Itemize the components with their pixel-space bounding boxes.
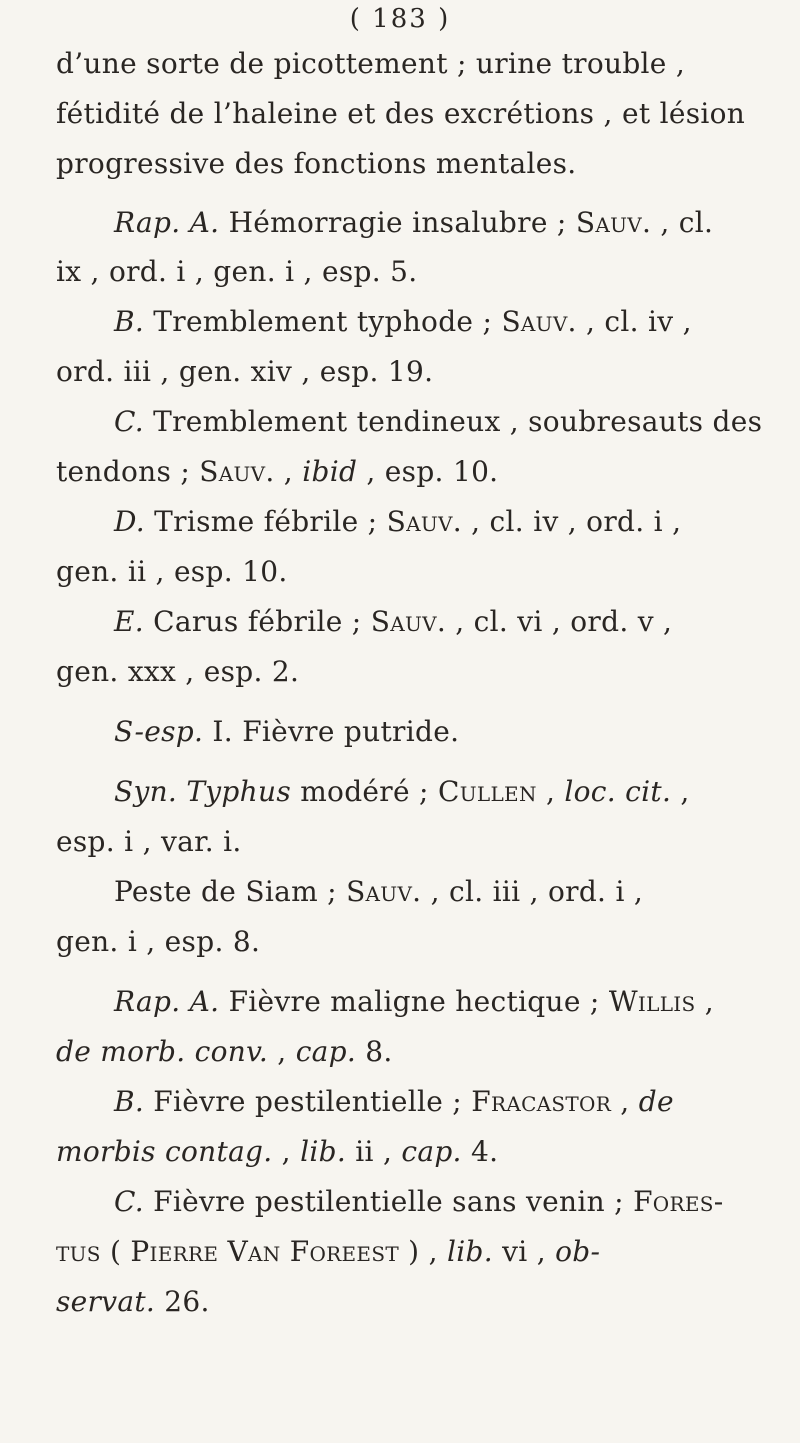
text-segment: 26. — [155, 1285, 210, 1318]
text-segment: tus — [56, 1235, 101, 1268]
text-line — [56, 354, 776, 390]
text-segment: ii , — [346, 1135, 402, 1168]
text-line — [56, 254, 776, 290]
text-segment: B. — [114, 1085, 145, 1118]
text-segment: gen. xxx , esp. 2. — [56, 655, 300, 688]
text-segment: , — [536, 775, 565, 808]
text-segment: C. — [114, 405, 144, 438]
text-line — [56, 554, 776, 590]
text-segment: vi , — [492, 1235, 556, 1268]
text-segment: ord. iii , gen. xiv , esp. 19. — [56, 355, 434, 388]
text-segment: gen. ii , esp. 10. — [56, 555, 288, 588]
text-segment: , — [611, 1085, 639, 1118]
text-segment: Sauv. — [575, 206, 652, 239]
text-segment: 8. — [356, 1035, 393, 1068]
text-line — [114, 1184, 776, 1220]
text-segment: Rap. A. — [114, 985, 220, 1018]
text-line — [56, 1284, 776, 1320]
text-segment: E. — [114, 605, 144, 638]
text-line — [114, 984, 776, 1020]
page-number: ( 183 ) — [349, 4, 451, 34]
text-segment: D. — [114, 505, 145, 538]
text-segment: de — [638, 1085, 674, 1118]
text-segment: ob- — [555, 1235, 601, 1268]
text-segment: Tremblement tendineux , soubresauts des — [143, 405, 763, 438]
text-segment: ibid — [302, 455, 358, 488]
text-line — [114, 1084, 776, 1120]
text-segment: gen. i , esp. 8. — [56, 925, 261, 958]
text-segment: 4. — [461, 1135, 499, 1168]
text-segment: de morb. conv. — [56, 1035, 269, 1068]
text-line — [114, 874, 776, 910]
text-line — [56, 1034, 776, 1070]
text-segment: Peste de Siam ; — [114, 875, 347, 908]
text-line — [56, 1134, 776, 1170]
text-line — [56, 96, 776, 132]
text-line — [56, 654, 776, 690]
text-segment: cap. — [401, 1135, 462, 1168]
text-segment: morbis contag. — [56, 1135, 273, 1168]
text-line — [114, 304, 776, 340]
text-segment: loc. cit. — [564, 775, 672, 808]
text-segment: Sauv. — [346, 875, 422, 908]
text-segment: , — [272, 1135, 301, 1168]
text-line — [114, 774, 776, 810]
text-line — [56, 924, 776, 960]
text-segment: Willis — [608, 985, 696, 1018]
text-segment: Rap. A. — [114, 206, 220, 239]
text-segment: , — [274, 455, 303, 488]
text-line — [56, 1234, 776, 1270]
text-segment: servat. — [56, 1285, 156, 1318]
text-segment: S-esp. — [114, 715, 204, 748]
text-segment: I. Fièvre putride. — [203, 715, 460, 748]
text-segment: , — [671, 775, 690, 808]
text-line — [114, 604, 776, 640]
text-segment: esp. i , var. i. — [56, 825, 242, 858]
text-segment: d’une sorte de picottement ; urine trouble , — [56, 47, 686, 80]
text-line — [56, 824, 776, 860]
text-line — [114, 205, 776, 241]
text-segment: Fièvre pestilentielle sans venin ; — [143, 1185, 634, 1218]
text-segment: , — [695, 985, 714, 1018]
text-segment: C. — [114, 1185, 144, 1218]
text-segment: Fracastor — [471, 1085, 612, 1118]
text-segment: fétidité de l’haleine et des excrétions , et lésion — [56, 97, 746, 130]
text-line — [114, 404, 776, 440]
text-segment: lib. — [447, 1235, 493, 1268]
text-line — [114, 504, 776, 540]
text-segment: progressive des fonctions mentales. — [56, 147, 577, 180]
text-segment: Sauv. — [199, 455, 275, 488]
text-segment: ) , — [398, 1235, 447, 1268]
text-segment: lib. — [300, 1135, 347, 1168]
text-segment: tendons ; — [56, 455, 200, 488]
text-segment: , cl. — [651, 206, 714, 239]
text-segment: Fores- — [633, 1185, 724, 1218]
text-line — [56, 146, 776, 182]
text-segment: Fièvre pestilentielle ; — [144, 1085, 472, 1118]
text-segment: Sauv. — [501, 305, 577, 338]
text-segment: Fièvre maligne hectique ; — [219, 985, 609, 1018]
text-segment: Sauv. — [370, 605, 447, 638]
text-line — [114, 714, 776, 750]
text-segment: , cl. iii , ord. i , — [421, 875, 644, 908]
text-segment: , cl. iv , ord. i , — [461, 505, 682, 538]
text-segment: , — [268, 1035, 296, 1068]
text-segment: Cullen — [438, 775, 537, 808]
text-line — [56, 454, 776, 490]
text-segment: Sauv. — [386, 505, 462, 538]
text-segment: Hémorragie insalubre ; — [219, 206, 576, 239]
text-segment: , cl. iv , — [576, 305, 692, 338]
text-segment: , esp. 10. — [357, 455, 499, 488]
text-segment: Tremblement typhode ; — [144, 305, 502, 338]
text-segment: ix , ord. i , gen. i , esp. 5. — [56, 255, 418, 288]
text-segment: Trisme fébrile ; — [144, 505, 387, 538]
text-segment: Carus fébrile ; — [143, 605, 371, 638]
text-segment: Syn. Typhus — [114, 775, 291, 808]
text-segment: modéré ; — [291, 775, 438, 808]
text-segment: Pierre Van Foreest — [130, 1235, 399, 1268]
text-segment: B. — [114, 305, 145, 338]
text-segment: ( — [100, 1235, 131, 1268]
text-segment: cap. — [295, 1035, 357, 1068]
text-segment: , cl. vi , ord. v , — [446, 605, 673, 638]
text-line — [56, 46, 776, 82]
